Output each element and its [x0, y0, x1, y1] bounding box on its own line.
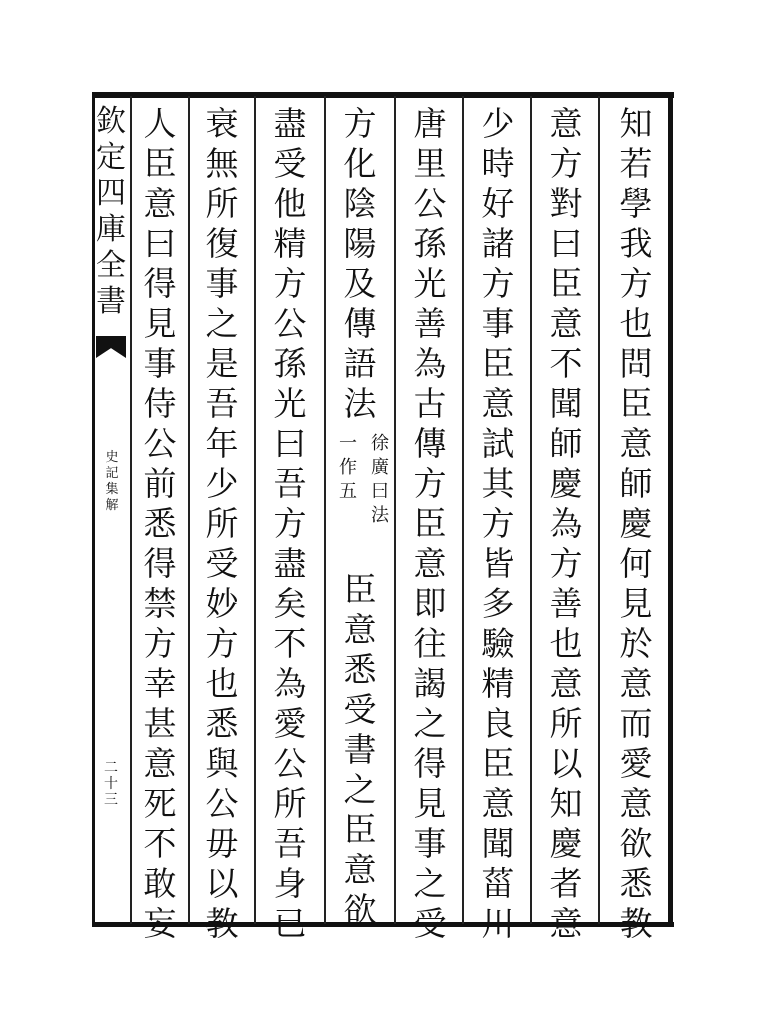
- character: 幸: [143, 664, 177, 703]
- character: 方: [273, 504, 307, 543]
- character: 為: [413, 344, 447, 383]
- character: 也: [205, 664, 239, 703]
- text-column-5-lower: [336, 570, 384, 930]
- character: 教: [619, 904, 653, 943]
- character: 陽: [343, 224, 377, 263]
- character: 之: [413, 704, 447, 743]
- character: 受: [413, 904, 447, 943]
- character: 全: [96, 248, 126, 283]
- text-column-5-upper: [336, 104, 384, 424]
- character: 見: [413, 784, 447, 823]
- text-column-2: [542, 104, 590, 944]
- character: 衰: [205, 104, 239, 143]
- character: 徐: [371, 433, 389, 454]
- character: 事: [481, 304, 515, 343]
- character: 公: [143, 424, 177, 463]
- character: 受: [273, 144, 307, 183]
- character: 意: [619, 664, 653, 703]
- character: 前: [143, 464, 177, 503]
- text-column-3: [474, 104, 522, 944]
- character: 不: [549, 344, 583, 383]
- character: 也: [549, 624, 583, 663]
- character: 以: [205, 864, 239, 903]
- character: 得: [413, 744, 447, 783]
- character: 方: [343, 104, 377, 143]
- character: 事: [143, 344, 177, 383]
- character: 者: [549, 864, 583, 903]
- character: 意: [549, 664, 583, 703]
- character: 之: [413, 864, 447, 903]
- text-column-6: [266, 104, 314, 944]
- character: 與: [205, 744, 239, 783]
- character: 方: [413, 464, 447, 503]
- character: 吾: [205, 384, 239, 423]
- column-rule: [130, 96, 132, 924]
- character: 禁: [143, 584, 177, 623]
- character: 意: [143, 744, 177, 783]
- character: 皆: [481, 544, 515, 583]
- character: 事: [205, 264, 239, 303]
- character: 川: [481, 904, 515, 943]
- character: 及: [343, 264, 377, 303]
- character: 聞: [549, 384, 583, 423]
- character: 四: [96, 176, 126, 211]
- character: 吾: [273, 824, 307, 863]
- section-title: [104, 450, 120, 514]
- character: 光: [413, 264, 447, 303]
- character: 人: [143, 104, 177, 143]
- character: 臣: [413, 504, 447, 543]
- book-title: [94, 104, 128, 320]
- character: 菑: [481, 864, 515, 903]
- character: 意: [549, 304, 583, 343]
- character: 語: [343, 344, 377, 383]
- character: 古: [413, 384, 447, 423]
- character: 悉: [143, 504, 177, 543]
- character: 妄: [143, 904, 177, 943]
- character: 意: [481, 384, 515, 423]
- character: 孫: [273, 344, 307, 383]
- character: 公: [413, 184, 447, 223]
- character: 方: [205, 624, 239, 663]
- column-rule: [254, 96, 256, 924]
- character: 得: [143, 544, 177, 583]
- character: 驗: [481, 624, 515, 663]
- character: 書: [343, 730, 377, 769]
- character: 臣: [343, 570, 377, 609]
- character: 不: [273, 624, 307, 663]
- character: 曰: [549, 224, 583, 263]
- character: 所: [205, 184, 239, 223]
- character: 所: [205, 504, 239, 543]
- character: 化: [343, 144, 377, 183]
- character: 對: [549, 184, 583, 223]
- column-rule: [324, 96, 326, 924]
- character: 傳: [343, 304, 377, 343]
- character: 見: [619, 584, 653, 623]
- character: 意: [343, 850, 377, 889]
- character: 公: [273, 304, 307, 343]
- character: 臣: [619, 384, 653, 423]
- character: 甚: [143, 704, 177, 743]
- character: 精: [481, 664, 515, 703]
- character: 臣: [481, 344, 515, 383]
- character: 少: [481, 104, 515, 143]
- character: 欲: [619, 824, 653, 863]
- character: 廣: [371, 457, 389, 478]
- frame-right-border: [668, 92, 673, 927]
- character: 良: [481, 704, 515, 743]
- character: 善: [413, 304, 447, 343]
- frame-top-border: [92, 92, 674, 98]
- character: 方: [481, 264, 515, 303]
- character: 以: [549, 744, 583, 783]
- character: 諸: [481, 224, 515, 263]
- character: 集: [105, 482, 119, 497]
- character: 曰: [143, 224, 177, 263]
- character: 庫: [96, 212, 126, 247]
- fishtail-mark: [96, 336, 126, 358]
- character: 唐: [413, 104, 447, 143]
- character: 所: [273, 784, 307, 823]
- character: 方: [549, 144, 583, 183]
- character: 身: [273, 864, 307, 903]
- character: 得: [143, 264, 177, 303]
- character: 敢: [143, 864, 177, 903]
- character: 解: [105, 498, 119, 513]
- character: 矣: [273, 584, 307, 623]
- character: 公: [273, 744, 307, 783]
- character: 方: [481, 504, 515, 543]
- character: 於: [619, 624, 653, 663]
- character: 死: [143, 784, 177, 823]
- character: 悉: [343, 650, 377, 689]
- character: 定: [96, 140, 126, 175]
- character: 若: [619, 144, 653, 183]
- character: 侍: [143, 384, 177, 423]
- character: 悉: [205, 704, 239, 743]
- annotation-left: [338, 432, 358, 504]
- column-rule: [598, 96, 600, 924]
- character: 知: [549, 784, 583, 823]
- character: 問: [619, 344, 653, 383]
- column-rule: [188, 96, 190, 924]
- character: 多: [481, 584, 515, 623]
- text-column-1: [612, 104, 660, 944]
- character: 方: [549, 544, 583, 583]
- character: 臣: [143, 144, 177, 183]
- character: 即: [413, 584, 447, 623]
- column-rule: [462, 96, 464, 924]
- character: 妙: [205, 584, 239, 623]
- character: 年: [205, 424, 239, 463]
- character: 一: [339, 433, 357, 454]
- character: 受: [343, 690, 377, 729]
- character: 五: [339, 481, 357, 502]
- character: 教: [205, 904, 239, 943]
- character: 意: [549, 904, 583, 943]
- character: 意: [343, 610, 377, 649]
- character: 十: [104, 776, 118, 792]
- character: 方: [143, 624, 177, 663]
- character: 已: [273, 904, 307, 943]
- character: 里: [413, 144, 447, 183]
- character: 復: [205, 224, 239, 263]
- text-column-7: [198, 104, 246, 944]
- column-rule: [394, 96, 396, 924]
- character: 曰: [273, 424, 307, 463]
- character: 意: [481, 784, 515, 823]
- folio-number: [102, 760, 120, 808]
- character: 法: [343, 384, 377, 423]
- character: 見: [143, 304, 177, 343]
- character: 意: [143, 184, 177, 223]
- character: 臣: [549, 264, 583, 303]
- character: 不: [143, 824, 177, 863]
- character: 師: [549, 424, 583, 463]
- character: 毋: [205, 824, 239, 863]
- character: 精: [273, 224, 307, 263]
- character: 意: [549, 104, 583, 143]
- character: 試: [481, 424, 515, 463]
- character: 師: [619, 464, 653, 503]
- character: 善: [549, 584, 583, 623]
- character: 傳: [413, 424, 447, 463]
- character: 學: [619, 184, 653, 223]
- character: 為: [273, 664, 307, 703]
- text-column-8: [136, 104, 184, 944]
- character: 意: [413, 544, 447, 583]
- character: 時: [481, 144, 515, 183]
- character: 好: [481, 184, 515, 223]
- character: 意: [619, 424, 653, 463]
- character: 記: [105, 466, 119, 481]
- character: 慶: [619, 504, 653, 543]
- character: 也: [619, 304, 653, 343]
- character: 欲: [343, 890, 377, 929]
- column-rule: [530, 96, 532, 924]
- character: 之: [343, 770, 377, 809]
- character: 之: [205, 304, 239, 343]
- character: 為: [549, 504, 583, 543]
- character: 我: [619, 224, 653, 263]
- character: 而: [619, 704, 653, 743]
- character: 史: [105, 450, 119, 465]
- character: 其: [481, 464, 515, 503]
- character: 公: [205, 784, 239, 823]
- character: 愛: [273, 704, 307, 743]
- character: 曰: [371, 481, 389, 502]
- character: 方: [273, 264, 307, 303]
- character: 盡: [273, 104, 307, 143]
- character: 慶: [549, 464, 583, 503]
- character: 光: [273, 384, 307, 423]
- character: 作: [339, 457, 357, 478]
- character: 吾: [273, 464, 307, 503]
- character: 孫: [413, 224, 447, 263]
- character: 二: [104, 760, 118, 776]
- character: 何: [619, 544, 653, 583]
- character: 臣: [481, 744, 515, 783]
- character: 愛: [619, 744, 653, 783]
- character: 少: [205, 464, 239, 503]
- character: 盡: [273, 544, 307, 583]
- character: 無: [205, 144, 239, 183]
- character: 方: [619, 264, 653, 303]
- character: 聞: [481, 824, 515, 863]
- character: 事: [413, 824, 447, 863]
- character: 三: [104, 792, 118, 808]
- character: 意: [619, 784, 653, 823]
- character: 他: [273, 184, 307, 223]
- character: 臣: [343, 810, 377, 849]
- character: 陰: [343, 184, 377, 223]
- character: 慶: [549, 824, 583, 863]
- character: 悉: [619, 864, 653, 903]
- character: 知: [619, 104, 653, 143]
- annotation-right: [370, 432, 390, 528]
- character: 謁: [413, 664, 447, 703]
- character: 欽: [96, 104, 126, 139]
- text-column-4: [406, 104, 454, 944]
- character: 書: [96, 284, 126, 319]
- character: 受: [205, 544, 239, 583]
- character: 法: [371, 505, 389, 526]
- character: 是: [205, 344, 239, 383]
- character: 往: [413, 624, 447, 663]
- character: 所: [549, 704, 583, 743]
